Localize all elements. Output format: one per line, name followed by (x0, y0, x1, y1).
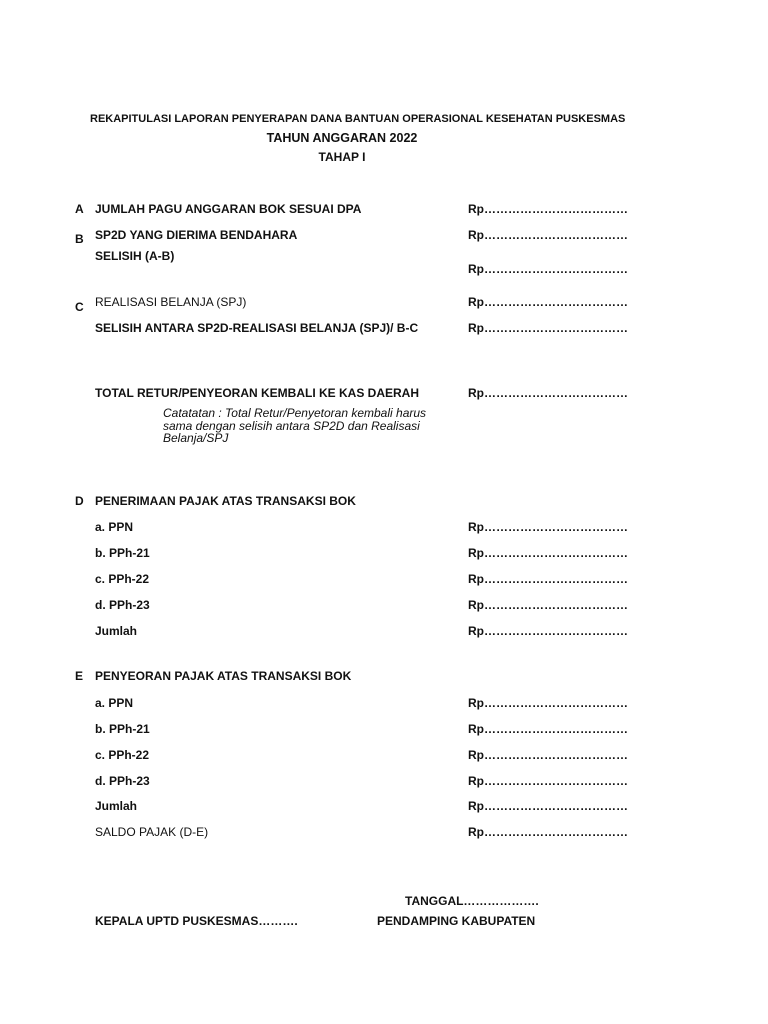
selisih-bc-amount: Rp……………………………… (468, 321, 628, 335)
e-ppn-amount: Rp……………………………… (468, 696, 628, 710)
section-b-letter: B (75, 232, 84, 246)
realisasi-belanja-amount: Rp……………………………… (468, 295, 628, 309)
tanggal-field: TANGGAL………………. (405, 894, 539, 908)
e-pph23-amount: Rp……………………………… (468, 774, 628, 788)
selisih-ab-amount: Rp……………………………… (468, 262, 628, 276)
pagu-anggaran-amount: Rp……………………………… (468, 202, 628, 216)
e-pph22-amount: Rp……………………………… (468, 748, 628, 762)
pagu-anggaran-label: JUMLAH PAGU ANGGARAN BOK SESUAI DPA (95, 202, 362, 216)
sp2d-amount: Rp……………………………… (468, 228, 628, 242)
penyeoran-pajak-label: PENYEORAN PAJAK ATAS TRANSAKSI BOK (95, 669, 352, 683)
d-pph21-amount: Rp……………………………… (468, 546, 628, 560)
total-retur-label: TOTAL RETUR/PENYEORAN KEMBALI KE KAS DAERAH (95, 386, 420, 400)
selisih-bc-label: SELISIH ANTARA SP2D-REALISASI BELANJA (SPJ)/ B-C (95, 321, 419, 335)
sp2d-label: SP2D YANG DIERIMA BENDAHARA (95, 228, 298, 242)
e-pph22-label: c. PPh-22 (95, 748, 150, 762)
e-jumlah-label: Jumlah (95, 799, 138, 813)
d-ppn-amount: Rp……………………………… (468, 520, 628, 534)
document-title: REKAPITULASI LAPORAN PENYERAPAN DANA BANTUAN OPERASIONAL KESEHATAN PUSKESMAS (90, 113, 626, 125)
d-ppn-label: a. PPN (95, 520, 134, 534)
d-pph23-label: d. PPh-23 (95, 598, 150, 612)
selisih-ab-label: SELISIH (A-B) (95, 249, 175, 263)
total-retur-amount: Rp……………………………… (468, 386, 628, 400)
d-jumlah-label: Jumlah (95, 624, 138, 638)
saldo-pajak-amount: Rp……………………………… (468, 825, 628, 839)
d-pph23-amount: Rp……………………………… (468, 598, 628, 612)
realisasi-belanja-label: REALISASI BELANJA (SPJ) (95, 295, 247, 309)
e-pph23-label: d. PPh-23 (95, 774, 150, 788)
pendamping-kabupaten-signature: PENDAMPING KABUPATEN (377, 914, 536, 928)
fiscal-year: TAHUN ANGGARAN 2022 (266, 131, 418, 145)
section-e-letter: E (75, 669, 84, 683)
saldo-pajak-label: SALDO PAJAK (D-E) (95, 825, 209, 839)
section-d-letter: D (75, 494, 84, 508)
d-pph22-amount: Rp……………………………… (468, 572, 628, 586)
e-pph21-amount: Rp……………………………… (468, 722, 628, 736)
stage-label: TAHAP I (318, 150, 366, 164)
d-pph22-label: c. PPh-22 (95, 572, 150, 586)
penerimaan-pajak-label: PENERIMAAN PAJAK ATAS TRANSAKSI BOK (95, 494, 356, 508)
section-c-letter: C (75, 300, 84, 314)
e-jumlah-amount: Rp……………………………… (468, 799, 628, 813)
d-pph21-label: b. PPh-21 (95, 546, 150, 560)
d-jumlah-amount: Rp……………………………… (468, 624, 628, 638)
e-pph21-label: b. PPh-21 (95, 722, 150, 736)
e-ppn-label: a. PPN (95, 696, 134, 710)
kepala-puskesmas-signature: KEPALA UPTD PUSKESMAS………. (95, 914, 298, 928)
retur-note: Catatatan : Total Retur/Penyetoran kembali harus sama dengan selisih antara SP2D dan Realisasi Belanja/SPJ (163, 406, 427, 445)
section-a-letter: A (75, 202, 84, 216)
